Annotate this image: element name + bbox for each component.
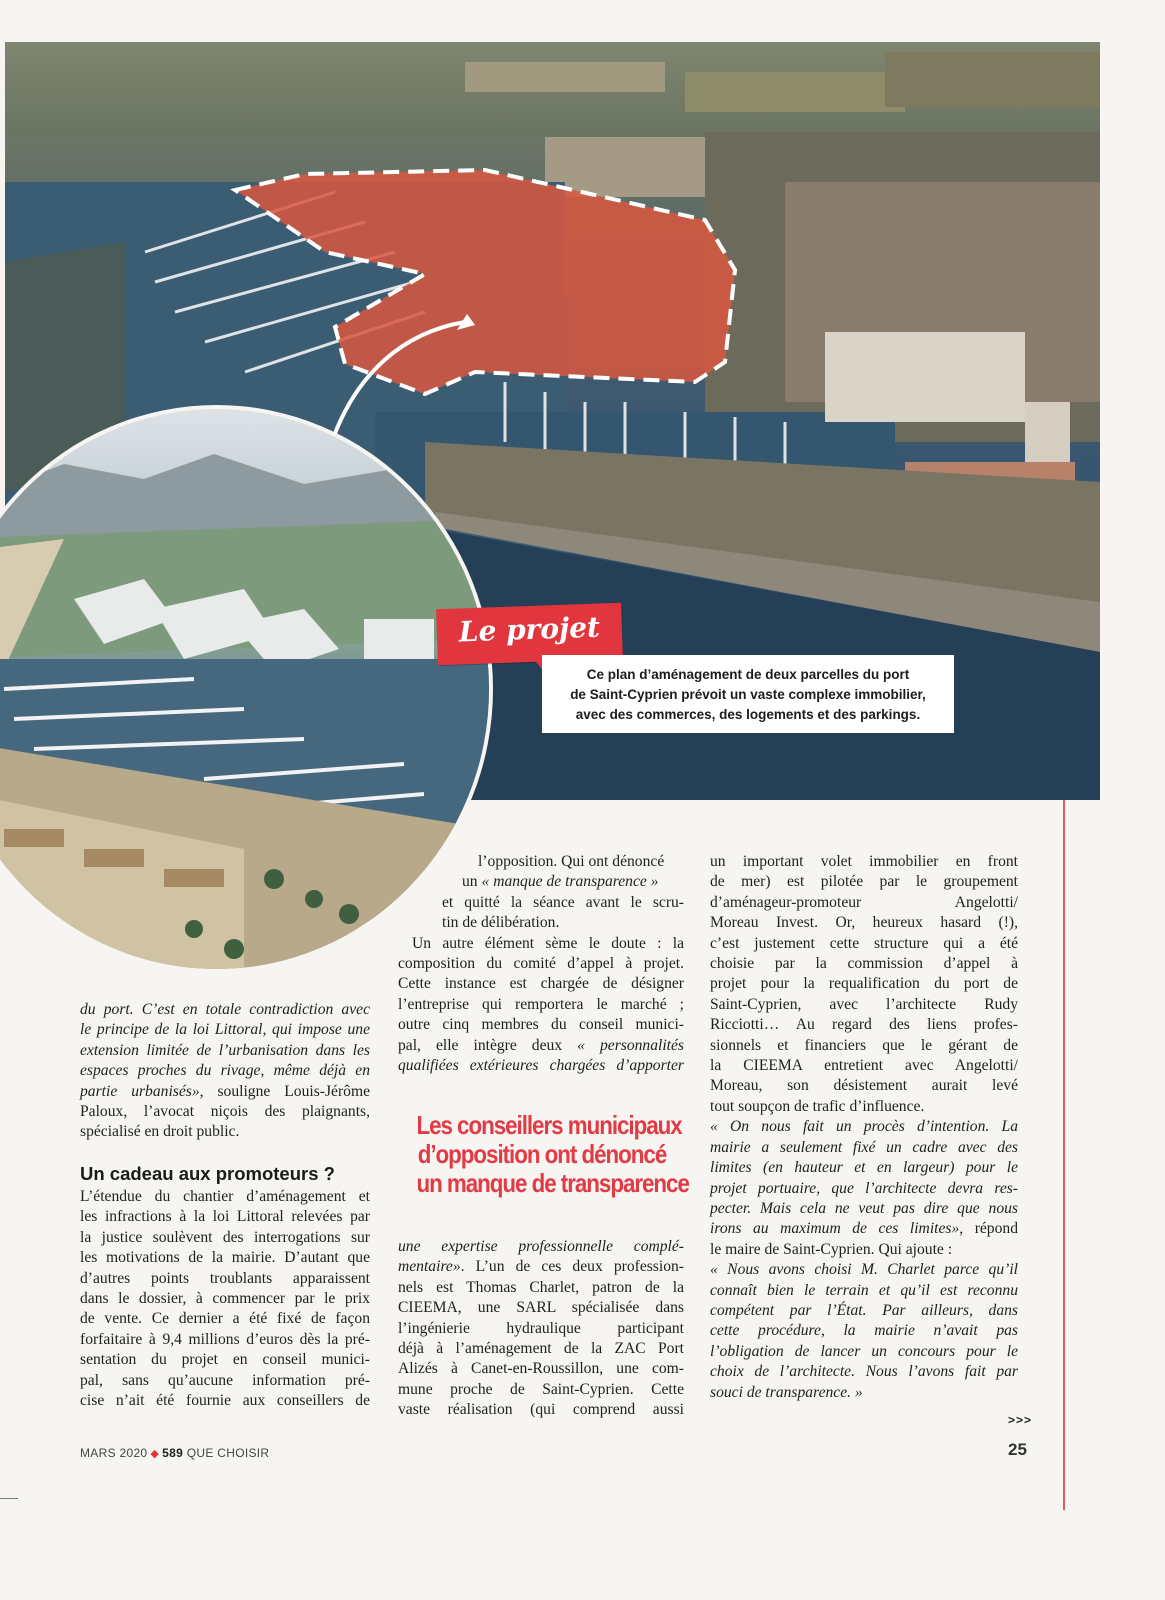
- article-line: la justice soulèvent des interrogations sur: [80, 1228, 370, 1246]
- pull-quote-line: d’opposition ont dénoncé: [417, 1139, 667, 1169]
- issue-date: MARS 2020: [80, 1446, 148, 1460]
- diamond-icon: ◆: [150, 1448, 160, 1460]
- pull-quote: [416, 1110, 689, 1198]
- text-segment: . L’un de ces deux profession-: [460, 1258, 684, 1276]
- photo-caption: [542, 655, 954, 733]
- article-line: dans le dossier, à commencer par le prix: [80, 1290, 370, 1308]
- text-segment: pal, elle intègre deux: [398, 1036, 563, 1054]
- article-line: Ricciotti… Au regard des liens profes-: [710, 1016, 1018, 1034]
- article-line: cise n’ait été fournie aux conseillers de: [80, 1392, 370, 1410]
- article-line: Moreau, son désistement aurait levé: [710, 1077, 1018, 1095]
- column-2-bottom: [398, 1237, 684, 1421]
- article-line: [398, 1036, 684, 1056]
- article-line: un important volet immobilier en front: [710, 853, 1018, 870]
- article-line: l’obligation de lancer un concours pour le: [710, 1342, 1018, 1360]
- article-line: et quitté la séance avant le scru-: [442, 893, 684, 911]
- article-line: pal, sans qu’aucune information pré-: [80, 1371, 370, 1389]
- text-segment: , souligne Louis-Jérôme: [199, 1082, 371, 1100]
- article-line: outre cinq membres du conseil munici-: [398, 1016, 684, 1034]
- article-line: composition du comité d’appel à projet.: [398, 955, 684, 973]
- article-line: espaces proches du rivage, même déjà en: [80, 1062, 370, 1080]
- article-line: CIEEMA, une SARL spécialisée dans: [398, 1299, 684, 1317]
- article-line: Alizés à Canet-en-Roussillon, une com-: [398, 1360, 684, 1378]
- article-line: Paloux, l’avocat niçois des plaignants,: [80, 1103, 370, 1121]
- article-line: l’entreprise qui remportera le marché ;: [398, 995, 684, 1013]
- article-line: [398, 1257, 684, 1277]
- article-line: nels est Thomas Charlet, patron de la: [398, 1278, 684, 1296]
- article-line: extension limitée de l’urbanisation dans les: [80, 1041, 370, 1059]
- article-line: le principe de la loi Littoral, qui impose une: [80, 1021, 370, 1039]
- article-line: une expertise professionnelle complé-: [398, 1238, 684, 1255]
- quote-segment: « manque de transparence »: [481, 873, 659, 891]
- article-line: déjà à l’aménagement de la ZAC Port: [398, 1340, 684, 1358]
- quote-segment: irons au maximum de ces limites»: [710, 1220, 960, 1238]
- article-line: du port. C’est en totale contradiction avec: [80, 1001, 370, 1018]
- column-3: [710, 852, 1018, 1403]
- article-line: Moreau Invest. Or, heureux hasard (!),: [710, 914, 1018, 932]
- article-line: connaît bien le terrain et qu’il est reconnu: [710, 1281, 1018, 1299]
- article-line: l’ingénierie hydraulique participant: [398, 1319, 684, 1337]
- page-footer: [80, 1446, 269, 1460]
- section-subheading: Un cadeau aux promoteurs ?: [80, 1163, 335, 1184]
- article-line: Cette instance est chargée de désigner: [398, 975, 684, 993]
- article-line: « Nous avons choisi M. Charlet parce qu’il: [710, 1261, 1018, 1279]
- article-line: vaste réalisation (qui comprend aussi: [398, 1401, 684, 1419]
- article-line: les motivations de la mairie. D’autant que: [80, 1249, 370, 1267]
- article-line: pecter. Mais cela ne veut pas dire que nous: [710, 1199, 1018, 1217]
- article-line: compétent par l’État. Par ailleurs, dans: [710, 1301, 1018, 1319]
- magazine-title: QUE CHOISIR: [186, 1446, 270, 1460]
- caption-line: de Saint-Cyprien prévoit un vaste complexe immobilier,: [570, 687, 926, 702]
- article-line: sentation du projet en conseil munici-: [80, 1351, 370, 1369]
- article-line: mairie a seulement fixé un cadre avec des: [710, 1138, 1018, 1156]
- article-line: cette procédure, la mairie n’avait pas: [710, 1322, 1018, 1340]
- article-line: souci de transparence. »: [710, 1383, 863, 1401]
- article-line: Saint-Cyprien, avec l’architecte Rudy: [710, 995, 1018, 1013]
- caption-text: [542, 665, 954, 725]
- article-line: [80, 1082, 370, 1102]
- article-line: de vente. Ce dernier a été fixé de façon: [80, 1310, 370, 1328]
- column-1-body: [80, 1187, 370, 1411]
- issue-number: 589: [162, 1446, 184, 1460]
- article-line: projet pour la requalification du port de: [710, 975, 1018, 993]
- badge-label: Le projet: [458, 610, 601, 649]
- article-line: choix de l’architecte. Nous l’avons fait par: [710, 1363, 1018, 1381]
- article-line: L’étendue du chantier d’aménagement et: [80, 1188, 370, 1205]
- article-line: l’opposition. Qui ont dénoncé: [478, 853, 665, 870]
- article-line: le maire de Saint-Cyprien. Qui ajoute :: [710, 1240, 953, 1258]
- red-vertical-rule: [1063, 800, 1065, 1510]
- page-number: 25: [1008, 1440, 1027, 1459]
- article-line: tout soupçon de trafic d’influence.: [710, 1097, 925, 1115]
- quote-segment: partie urbanisés»: [80, 1082, 200, 1100]
- article-line: spécialisé en droit public.: [80, 1123, 240, 1141]
- article-line: les infractions à la loi Littoral relevées par: [80, 1208, 370, 1226]
- article-line: mune proche de Saint-Cyprien. Cette: [398, 1380, 684, 1398]
- article-line: d’aménageur-promoteur Angelotti/: [710, 893, 1018, 911]
- article-line: [398, 872, 684, 892]
- article-line: la CIEEMA entretient avec Angelotti/: [710, 1057, 1018, 1075]
- article-line: sionnels et financiers que le gérant de: [710, 1036, 1018, 1054]
- article-line: c’est justement cette structure qui a été: [710, 934, 1018, 952]
- article-line: choisie par la commission d’appel à: [710, 955, 1018, 973]
- article-line: de mer) est pilotée par le groupement: [710, 873, 1018, 891]
- continued-marker: >>>: [1008, 1413, 1033, 1427]
- article-line: limites (en hauteur et en largeur) pour le: [710, 1159, 1018, 1177]
- quote-segment: mentaire»: [398, 1258, 461, 1276]
- caption-line: Ce plan d’aménagement de deux parcelles du port: [586, 667, 910, 682]
- caption-line: avec des commerces, des logements et des parkings.: [575, 707, 921, 722]
- article-line: forfaitaire à 9,4 millions d’euros dès la pré-: [80, 1330, 370, 1348]
- article-line: Un autre élément sème le doute : la: [412, 934, 684, 952]
- quote-segment: « personnalités: [577, 1036, 684, 1054]
- article-line: tin de délibération.: [442, 914, 560, 932]
- column-1: [80, 1000, 370, 1143]
- text-segment: un: [462, 873, 478, 891]
- article-line: [710, 1219, 1018, 1239]
- column-2-top: [398, 852, 684, 1076]
- text-segment: , répond: [959, 1220, 1018, 1238]
- article-line: projet portuaire, que l’architecte devra res-: [710, 1179, 1018, 1197]
- article-line: d’autres points troublants apparaissent: [80, 1269, 370, 1287]
- edge-mark: [0, 1498, 18, 1499]
- pull-quote-line: un manque de transparence: [416, 1168, 689, 1198]
- article-line: « On nous fait un procès d’intention. La: [710, 1118, 1018, 1136]
- pull-quote-line: Les conseillers municipaux: [416, 1110, 682, 1140]
- article-line: qualifiées extérieures chargées d’apporter: [398, 1057, 684, 1075]
